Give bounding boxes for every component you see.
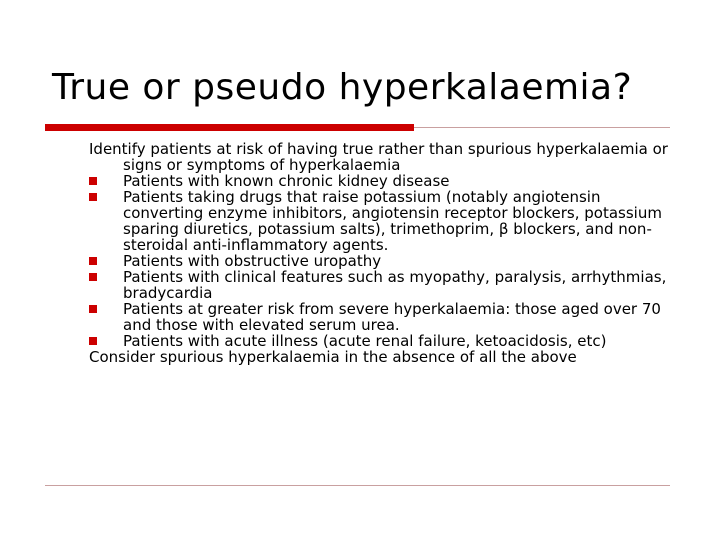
square-bullet-icon: [89, 273, 97, 281]
footer-rule-line: [45, 485, 670, 486]
title-accent-bar: [45, 124, 414, 131]
bullet-text: Patients with acute illness (acute renal failure, ketoacidosis, etc): [123, 332, 607, 350]
intro-text: Identify patients at risk of having true rather than spurious hyperkalaemia or signs or symptoms of hyperkalaemia: [89, 140, 668, 174]
bullet-item: [89, 173, 679, 189]
slide-body: [89, 141, 679, 365]
bullet-item: [89, 269, 679, 301]
square-bullet-icon: [89, 193, 97, 201]
bullet-item: [89, 189, 679, 253]
bullet-item: [89, 253, 679, 269]
slide-title: True or pseudo hyperkalaemia?: [52, 67, 633, 108]
bullet-item: [89, 333, 679, 349]
square-bullet-icon: [89, 337, 97, 345]
bullet-text: Patients with known chronic kidney disease: [123, 172, 450, 190]
bullet-item: [89, 301, 679, 333]
conclusion-text: Consider spurious hyperkalaemia in the absence of all the above: [89, 348, 577, 366]
square-bullet-icon: [89, 257, 97, 265]
bullet-text: Patients at greater risk from severe hyperkalaemia: those aged over 70 and those with elevated serum urea.: [123, 300, 661, 334]
bullet-text: Patients taking drugs that raise potassium (notably angiotensin converting enzyme inhibitors, angiotensin receptor blockers, potassium sparing diuretics, potassium salts), trimethoprim, β blockers, and non-steroidal anti-inflammatory agents.: [123, 188, 662, 254]
square-bullet-icon: [89, 177, 97, 185]
bullet-text: Patients with obstructive uropathy: [123, 252, 382, 270]
square-bullet-icon: [89, 305, 97, 313]
bullet-text: Patients with clinical features such as myopathy, paralysis, arrhythmias, bradycardia: [123, 268, 667, 302]
risk-bullet-list: [89, 173, 679, 349]
